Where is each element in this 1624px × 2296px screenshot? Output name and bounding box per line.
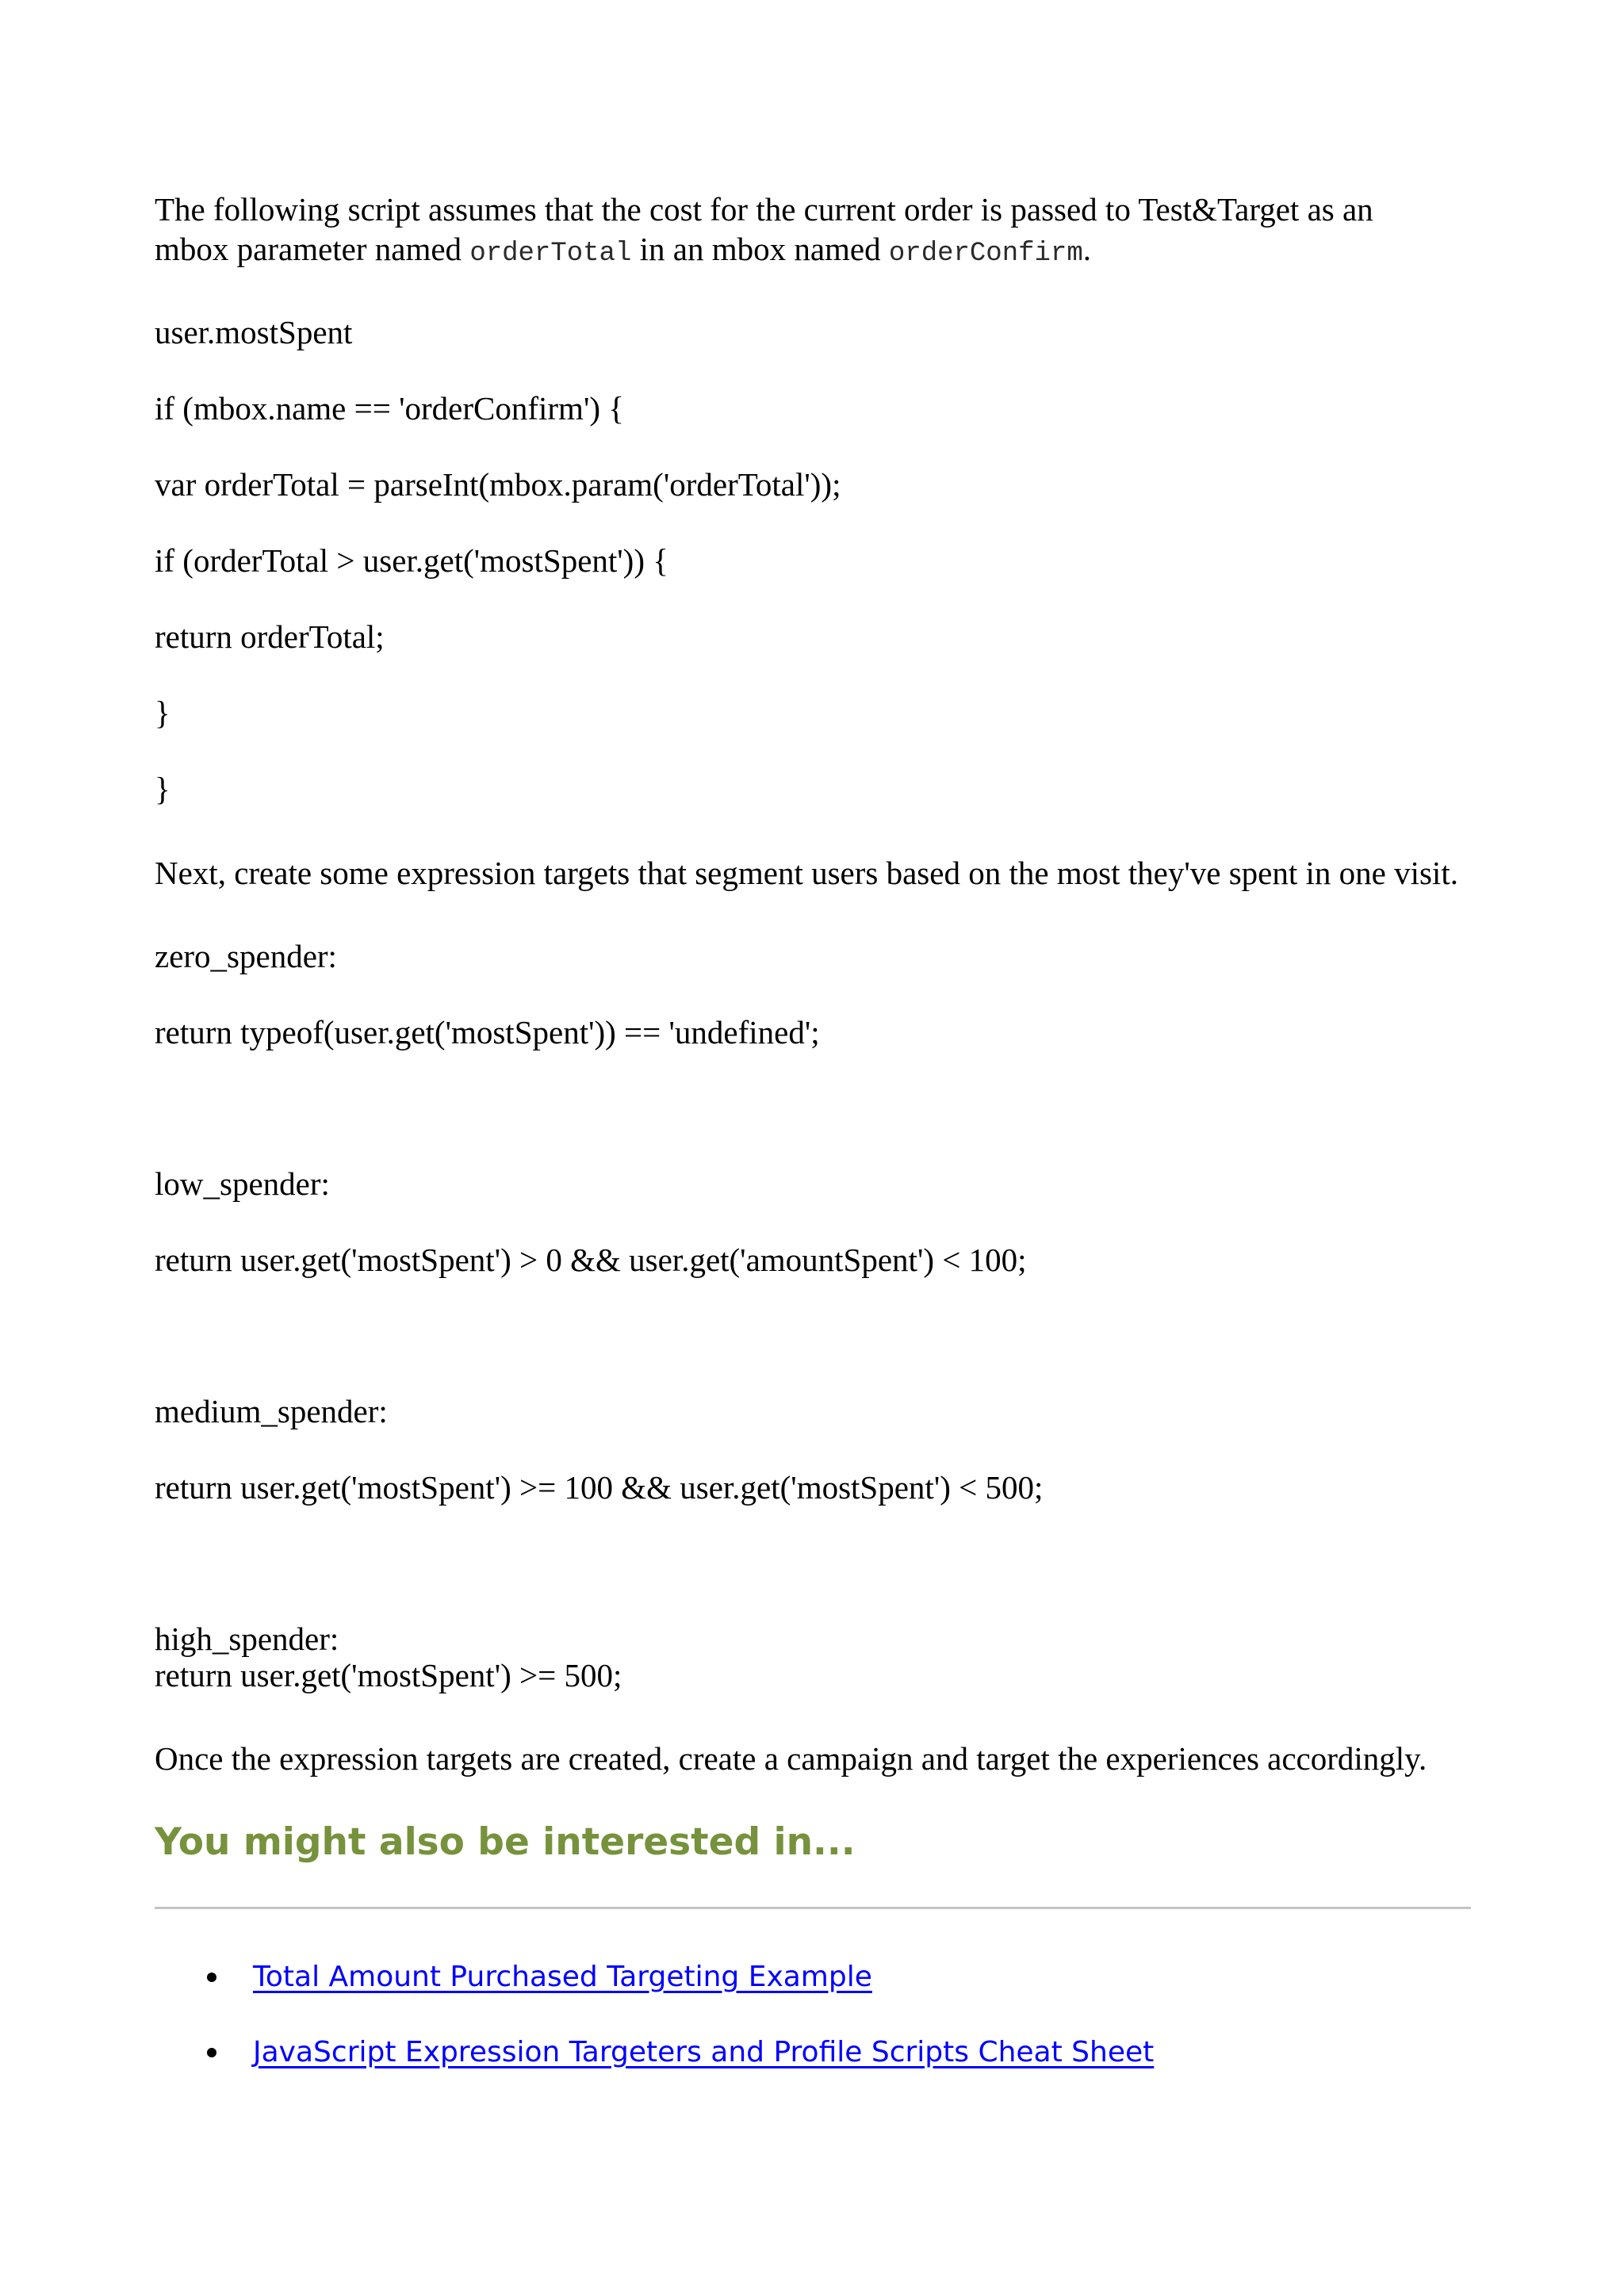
section-divider — [155, 1907, 1471, 1909]
script-line: var orderTotal = parseInt(mbox.param('orderTotal')); — [155, 466, 841, 503]
target-code-low: return user.get('mostSpent') > 0 && user.get('amountSpent') < 100; — [155, 1242, 1027, 1278]
closing-paragraph: Once the expression targets are created, create a campaign and target the experiences accordingly. — [155, 1740, 1427, 1777]
intro-line-2-prefix: mbox parameter named — [155, 231, 470, 267]
target-code-zero: return typeof(user.get('mostSpent')) == 'undefined'; — [155, 1014, 820, 1050]
script-line: if (orderTotal > user.get('mostSpent')) { — [155, 542, 668, 579]
intro-line-2-middle: in an mbox named — [631, 231, 889, 267]
script-line: if (mbox.name == 'orderConfirm') { — [155, 390, 624, 427]
link-javascript-cheat-sheet[interactable]: JavaScript Expression Targeters and Profile Scripts Cheat Sheet — [253, 2036, 1155, 2068]
target-label-low: low_spender: — [155, 1165, 330, 1202]
target-label-zero: zero_spender: — [155, 938, 337, 974]
bullet-icon — [207, 1973, 216, 1982]
target-code-medium: return user.get('mostSpent') >= 100 && user.get('mostSpent') < 500; — [155, 1469, 1044, 1506]
target-code-high: return user.get('mostSpent') >= 500; — [155, 1657, 622, 1693]
script-line: } — [155, 771, 170, 807]
intro-line-2-suffix: . — [1082, 231, 1091, 267]
script-line: return orderTotal; — [155, 618, 385, 655]
intro-line-2 — [155, 230, 1091, 273]
target-label-medium: medium_spender: — [155, 1393, 388, 1429]
related-heading: You might also be interested in... — [155, 1820, 856, 1864]
link-total-amount-purchased[interactable]: Total Amount Purchased Targeting Example — [253, 1961, 872, 1993]
intro-line-1: The following script assumes that the cost for the current order is passed to Test&Target as an — [155, 191, 1373, 228]
profile-script-name: user.mostSpent — [155, 314, 353, 350]
param-name-code: orderTotal — [469, 239, 632, 269]
bullet-icon — [207, 2048, 216, 2057]
script-line: } — [155, 695, 170, 731]
next-paragraph: Next, create some expression targets that segment users based on the most they've spent in one visit. — [155, 855, 1458, 891]
mbox-name-code: orderConfirm — [888, 239, 1083, 269]
target-label-high: high_spender: — [155, 1621, 339, 1657]
